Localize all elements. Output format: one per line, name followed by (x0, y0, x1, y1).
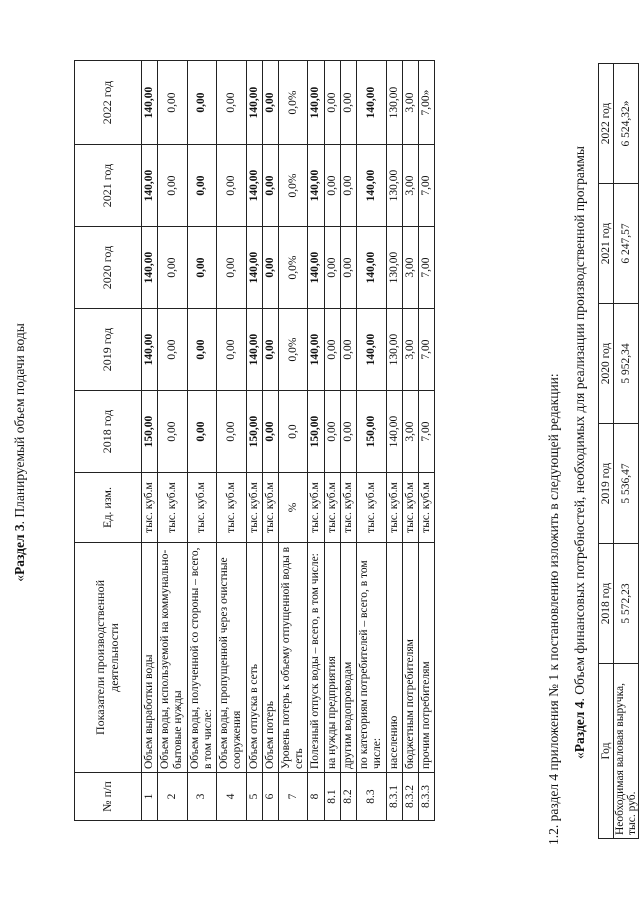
indicator-name-cell: Объем воды, используемой на коммунально-бытовые нужды (158, 543, 187, 773)
value-cell: 0,00 (158, 145, 187, 227)
value-cell: 140,00 (357, 227, 386, 309)
table-row (324, 61, 340, 821)
table-row (158, 61, 187, 821)
water-supply-table (74, 60, 435, 821)
indicator-name-cell: населению (386, 543, 402, 773)
value-cell: 3,00 (402, 145, 418, 227)
value-cell: 6 247,57 (614, 184, 639, 304)
value-cell: 140,00 (357, 309, 386, 391)
value-cell: 3,00 (402, 227, 418, 309)
value-cell: 5 536,47 (614, 424, 639, 544)
value-cell: 0,00 (324, 145, 340, 227)
table-row (614, 64, 639, 839)
row-number-cell: 6 (262, 773, 278, 821)
table-body (142, 61, 435, 821)
value-cell: 150,00 (246, 391, 262, 473)
header-cell: 2022 год (75, 61, 142, 145)
value-cell: 130,00 (386, 309, 402, 391)
header-cell: 2018 год (599, 544, 614, 664)
unit-cell: тыс. куб.м (340, 473, 356, 543)
header-cell: Год (599, 664, 614, 839)
value-cell: 5 572,23 (614, 544, 639, 664)
row-number-cell: 8 (308, 773, 324, 821)
table-header-row (599, 64, 614, 839)
header-cell: 2019 год (75, 309, 142, 391)
value-cell: 140,00 (308, 145, 324, 227)
row-number-cell: 2 (158, 773, 187, 821)
table-row (340, 61, 356, 821)
value-cell: 0,00 (158, 227, 187, 309)
value-cell: 0,00 (217, 309, 246, 391)
value-cell: 0,00 (262, 227, 278, 309)
value-cell: 0,00 (340, 309, 356, 391)
unit-cell: тыс. куб.м (158, 473, 187, 543)
header-cell: 2021 год (75, 145, 142, 227)
value-cell: 7,00» (418, 61, 434, 145)
value-cell: 0,00 (340, 145, 356, 227)
unit-cell: тыс. куб.м (418, 473, 434, 543)
unit-cell: тыс. куб.м (357, 473, 386, 543)
value-cell: 140,00 (142, 309, 158, 391)
value-cell: 150,00 (142, 391, 158, 473)
value-cell: 3,00 (402, 309, 418, 391)
value-cell: 140,00 (142, 145, 158, 227)
unit-cell: тыс. куб.м (246, 473, 262, 543)
unit-cell: тыс. куб.м (402, 473, 418, 543)
value-cell: 0,00 (187, 61, 216, 145)
unit-cell: тыс. куб.м (324, 473, 340, 543)
value-cell: 0,00 (187, 145, 216, 227)
value-cell: 0,00 (340, 61, 356, 145)
table-row (418, 61, 434, 821)
table-row (386, 61, 402, 821)
indicator-name-cell: Объем потерь (262, 543, 278, 773)
value-cell: 140,00 (246, 309, 262, 391)
value-cell: 0,00 (217, 391, 246, 473)
row-number-cell: 8.1 (324, 773, 340, 821)
value-cell: 130,00 (386, 61, 402, 145)
value-cell: 0,00 (262, 391, 278, 473)
value-cell: 0,0% (278, 227, 307, 309)
indicator-name-cell: Объем воды, полученной со стороны – всего, в том числе: (187, 543, 216, 773)
indicator-name-cell: бюджетным потребителям (402, 543, 418, 773)
row-number-cell: 8.3.1 (386, 773, 402, 821)
value-cell: 140,00 (246, 145, 262, 227)
value-cell: 140,00 (308, 61, 324, 145)
header-cell: 2020 год (599, 304, 614, 424)
unit-cell: тыс. куб.м (386, 473, 402, 543)
value-cell: 6 524,32» (614, 64, 639, 184)
row-number-cell: 8.3 (357, 773, 386, 821)
table-row (217, 61, 246, 821)
value-cell: 0,0% (278, 61, 307, 145)
row-number-cell: 8.3.2 (402, 773, 418, 821)
indicator-name-cell: другим водопроводам (340, 543, 356, 773)
value-cell: 7,00 (418, 145, 434, 227)
value-cell: 150,00 (308, 391, 324, 473)
unit-cell: тыс. куб.м (308, 473, 324, 543)
value-cell: 0,00 (217, 145, 246, 227)
value-cell: 3,00 (402, 391, 418, 473)
value-cell: 0,00 (324, 227, 340, 309)
table-row (246, 61, 262, 821)
unit-cell: тыс. куб.м (142, 473, 158, 543)
value-cell: 0,00 (340, 227, 356, 309)
value-cell: 140,00 (357, 61, 386, 145)
header-cell: 2020 год (75, 227, 142, 309)
header-cell: 2018 год (75, 391, 142, 473)
unit-cell: тыс. куб.м (187, 473, 216, 543)
header-cell: 2021 год (599, 184, 614, 304)
indicator-name-cell: на нужды предприятия (324, 543, 340, 773)
unit-cell: % (278, 473, 307, 543)
value-cell: 7,00 (418, 391, 434, 473)
value-cell: 0,00 (262, 145, 278, 227)
table-row (187, 61, 216, 821)
table-header-row (75, 61, 142, 821)
header-cell: Ед. изм. (75, 473, 142, 543)
value-cell: 0,00 (158, 309, 187, 391)
indicator-name-cell: по категориям потребителей – всего, в том числе: (357, 543, 386, 773)
value-cell: 0,00 (187, 391, 216, 473)
value-cell: 0,0% (278, 145, 307, 227)
value-cell: 150,00 (357, 391, 386, 473)
value-cell: 0,00 (187, 309, 216, 391)
value-cell: 0,00 (158, 391, 187, 473)
value-cell: 5 952,34 (614, 304, 639, 424)
row-number-cell: 7 (278, 773, 307, 821)
value-cell: 140,00 (308, 309, 324, 391)
value-cell: 0,00 (324, 61, 340, 145)
section-4-title: «Раздел 4. Объем финансовых потребностей, необходимых для реализации производственной программы (572, 146, 587, 759)
row-number-cell: 1 (142, 773, 158, 821)
value-cell: 140,00 (386, 391, 402, 473)
financial-needs-table (598, 63, 639, 839)
value-cell: 0,00 (324, 391, 340, 473)
header-cell: 2022 год (599, 64, 614, 184)
value-cell: 3,00 (402, 61, 418, 145)
value-cell: 140,00 (357, 145, 386, 227)
value-cell: 0,00 (324, 309, 340, 391)
row-label-cell: Необходимая валовая выручка, тыс. руб. (614, 664, 639, 839)
table-row (357, 61, 386, 821)
header-cell: Показатели производственной деятельности (75, 543, 142, 773)
table-row (142, 61, 158, 821)
value-cell: 0,00 (158, 61, 187, 145)
indicator-name-cell: Объем отпуска в сеть (246, 543, 262, 773)
section-3-title: «Раздел 3. Планируемый объем подачи воды (12, 323, 27, 582)
value-cell: 0,00 (262, 61, 278, 145)
value-cell: 0,00 (217, 227, 246, 309)
paragraph-1-2: 1.2. раздел 4 приложения № 1 к постановлению изложить в следующей редакции: (546, 373, 561, 845)
value-cell: 140,00 (142, 227, 158, 309)
header-cell: № п/п (75, 773, 142, 821)
row-number-cell: 3 (187, 773, 216, 821)
value-cell: 0,00 (217, 61, 246, 145)
indicator-name-cell: Объем выработки воды (142, 543, 158, 773)
indicator-name-cell: Уровень потерь к объему отпущенной воды в сеть (278, 543, 307, 773)
value-cell: 0,0% (278, 309, 307, 391)
value-cell: 140,00 (246, 61, 262, 145)
value-cell: 0,00 (187, 227, 216, 309)
value-cell: 7,00 (418, 227, 434, 309)
value-cell: 0,00 (340, 391, 356, 473)
row-number-cell: 5 (246, 773, 262, 821)
unit-cell: тыс. куб.м (217, 473, 246, 543)
header-cell: 2019 год (599, 424, 614, 544)
value-cell: 140,00 (308, 227, 324, 309)
value-cell: 130,00 (386, 227, 402, 309)
table-row (262, 61, 278, 821)
indicator-name-cell: прочим потребителям (418, 543, 434, 773)
value-cell: 140,00 (246, 227, 262, 309)
value-cell: 7,00 (418, 309, 434, 391)
table-row (402, 61, 418, 821)
table-row (278, 61, 307, 821)
row-number-cell: 4 (217, 773, 246, 821)
row-number-cell: 8.3.3 (418, 773, 434, 821)
value-cell: 0,00 (262, 309, 278, 391)
value-cell: 140,00 (142, 61, 158, 145)
value-cell: 130,00 (386, 145, 402, 227)
unit-cell: тыс. куб.м (262, 473, 278, 543)
row-number-cell: 8.2 (340, 773, 356, 821)
table-row (308, 61, 324, 821)
indicator-name-cell: Полезный отпуск воды – всего, в том числе: (308, 543, 324, 773)
indicator-name-cell: Объем воды, пропущенной через очистные сооружения (217, 543, 246, 773)
value-cell: 0,0 (278, 391, 307, 473)
